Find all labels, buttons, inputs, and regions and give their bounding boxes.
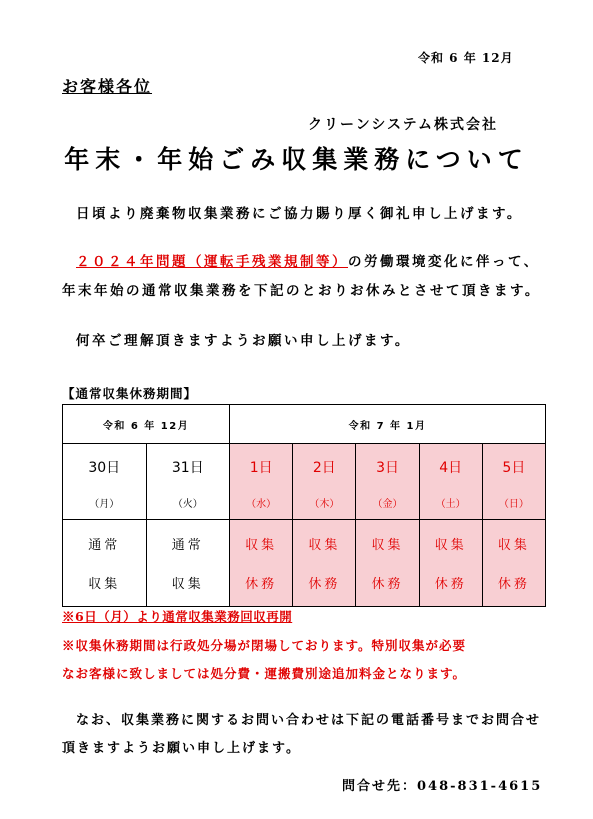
reason-paragraph — [62, 248, 542, 306]
status-cell — [63, 520, 147, 607]
day-number: 30日 — [88, 460, 121, 476]
day-of-week: （火） — [172, 499, 203, 510]
day-cell — [230, 444, 293, 520]
day-number: 3日 — [376, 460, 399, 476]
day-cell — [63, 444, 147, 520]
status-line-1: 収集 — [497, 538, 530, 553]
status-cell — [293, 520, 356, 607]
closure-note-line2: なお客様に致しましては処分費・運搬費別途追加料金となります。 — [62, 666, 467, 681]
status-line-2: 休務 — [434, 577, 467, 592]
day-cell — [482, 444, 545, 520]
header-january: 令和 7 年 1月 — [230, 405, 546, 444]
day-number: 5日 — [502, 460, 526, 476]
day-of-week: （月） — [89, 499, 120, 510]
day-number: 1日 — [249, 460, 273, 476]
notice-title: 年末・年始ごみ収集業務について — [64, 145, 529, 174]
closure-note — [62, 632, 466, 688]
day-cell — [356, 444, 419, 520]
status-line-2: 休務 — [245, 577, 278, 592]
resume-note: ※6日（月）より通常収集業務回収再開 — [62, 609, 293, 624]
greeting-paragraph: 日頃より廃棄物収集業務にご協力賜り厚く御礼申し上げます。 — [76, 206, 523, 222]
request-paragraph: 何卒ご理解頂きますようお願い申し上げます。 — [76, 333, 411, 349]
status-line-1: 収集 — [308, 538, 341, 553]
status-line-2: 収集 — [171, 577, 204, 592]
schedule-status-row — [63, 520, 546, 607]
status-line-2: 休務 — [371, 577, 404, 592]
status-cell — [356, 520, 419, 607]
status-line-1: 通常 — [88, 538, 121, 553]
day-cell — [293, 444, 356, 520]
day-number: 4日 — [439, 460, 463, 476]
status-line-2: 休務 — [497, 577, 530, 592]
status-cell — [146, 520, 230, 607]
day-of-week: （水） — [246, 499, 277, 510]
status-line-2: 収集 — [88, 577, 121, 592]
day-of-week: （金） — [372, 499, 403, 510]
schedule-table — [62, 404, 546, 607]
day-of-week: （日） — [498, 499, 529, 510]
status-line-1: 通常 — [171, 538, 204, 553]
notice-date: 令和 6 年 12月 — [418, 51, 514, 65]
inquiry-paragraph: なお、収集業務に関するお問い合わせは下記の電話番号までお問合せ頂きますようお願い申し上げます。 — [62, 713, 542, 756]
company-name: クリーンシステム株式会社 — [308, 117, 498, 133]
day-cell — [419, 444, 482, 520]
day-of-week: （土） — [435, 499, 466, 510]
closure-note-line1: ※収集休務期間は行政処分場が閉場しております。特別収集が必要 — [62, 638, 467, 653]
status-cell — [230, 520, 293, 607]
status-cell — [419, 520, 482, 607]
status-cell — [482, 520, 545, 607]
schedule-days-row — [63, 444, 546, 520]
day-cell — [146, 444, 230, 520]
day-number: 31日 — [171, 460, 204, 476]
schedule-label: 【通常収集休務期間】 — [62, 386, 198, 401]
status-line-1: 収集 — [371, 538, 404, 553]
reason-text: の労働環境変化に伴って、年末年始の通常収集業務を下記のとおりお休みとさせて頂きます。 — [62, 254, 541, 299]
status-line-1: 収集 — [434, 538, 467, 553]
status-line-1: 収集 — [245, 538, 278, 553]
reason-highlight: ２０２４年問題（運転手残業規制等） — [76, 254, 348, 270]
day-of-week: （木） — [309, 499, 340, 510]
status-line-2: 休務 — [308, 577, 341, 592]
header-december: 令和 6 年 12月 — [63, 405, 230, 444]
day-number: 2日 — [312, 460, 336, 476]
salutation: お客様各位 — [62, 77, 153, 96]
contact-phone: 問合せ先：048-831-4615 — [342, 779, 543, 794]
schedule-header-row — [63, 405, 546, 444]
